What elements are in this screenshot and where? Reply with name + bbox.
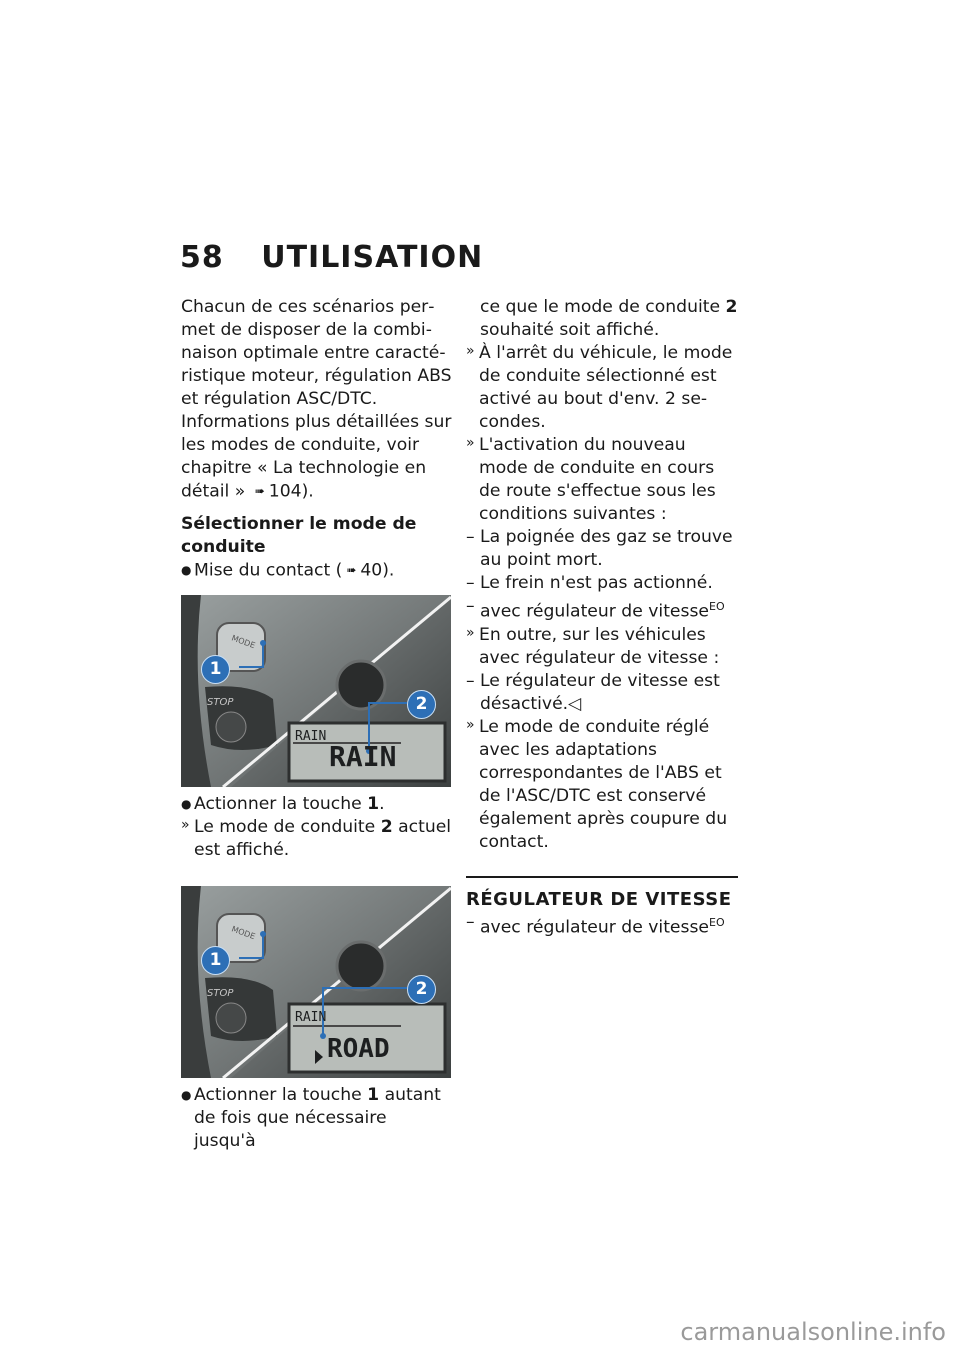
page-header (180, 240, 483, 275)
result-icon: » (466, 624, 475, 641)
ref-number: 1 (367, 794, 380, 814)
figure-handlebar-road (181, 886, 451, 1078)
result-icon: » (466, 343, 475, 359)
result-text: En outre, sur les véhicules avec régulateur de vitesse : (479, 624, 720, 668)
condition-text: Le frein n'est pas actionné. (480, 573, 713, 593)
handlebar-switch-image (181, 595, 451, 787)
svg-text:MODE: MODE (230, 924, 257, 942)
ref-number: 2 (380, 817, 393, 837)
dash-icon: – (466, 911, 475, 932)
result-text: L'activation du nouveau mode de conduite en cours de route s'effectue sous les conditions suivantes : (479, 435, 716, 524)
result-icon: » (181, 817, 190, 833)
result-text: Le mode de conduite réglé avec les adaptations correspondantes de l'ABS et de l'ASC/DTC est conservé également après coupure du contact. (479, 716, 728, 852)
ref-number: 2 (725, 297, 738, 317)
result-item (466, 716, 738, 854)
continued-text (466, 296, 738, 342)
intro-text: Chacun de ces scénarios permet de disposer de la combinaison optimale entre caractéristique moteur, régulation ABS et régulation ASC/DTC. Informations plus détaillées sur les modes de conduite, voir chapitre « La technologie en détail » (181, 297, 452, 502)
step-item (181, 1084, 453, 1153)
page-number: 58 (180, 240, 224, 275)
lcd-mode-big: ROAD (327, 1034, 390, 1064)
result-text: À l'arrêt du véhicule, le mode de conduite sélectionné est activé au bout d'env. 2 secondes. (479, 343, 733, 432)
result-item (466, 342, 738, 434)
dash-icon: – (466, 573, 475, 593)
condition-item (466, 572, 738, 595)
page-ref-icon: ➠ (254, 484, 265, 498)
lcd-mode-small: RAIN (295, 729, 327, 744)
section-title: Sélectionner le mode de conduite (181, 513, 417, 557)
condition-item (466, 670, 738, 716)
result-icon: » (466, 435, 475, 451)
step-ref: 40). (360, 560, 395, 580)
condition-text: avec régulateur de vitesse (480, 601, 709, 622)
result-item (466, 434, 738, 526)
continued-text-start: ce que le mode de conduite (480, 297, 726, 317)
step-item (181, 793, 453, 816)
left-column (181, 296, 453, 1153)
result-icon: » (466, 716, 475, 733)
result-text-end: actuel est affiché. (194, 817, 452, 860)
step-text: Actionner la touche (194, 1085, 368, 1105)
watermark: carmanualsonline.info (680, 1318, 946, 1346)
condition-text: Le régulateur de vitesse est désactivé. (480, 670, 720, 714)
dash-icon: – (466, 596, 475, 616)
callout-1: 1 (201, 946, 230, 975)
condition-text: La poignée des gaz se trouve au point mort. (480, 527, 733, 570)
bullet-icon: ● (181, 1088, 192, 1102)
page-ref-icon: ➠ (346, 562, 357, 577)
page-title: UTILISATION (261, 240, 484, 275)
intro-ref: 104). (268, 481, 314, 502)
step-text: Mise du contact ( (194, 560, 343, 580)
condition-item (466, 911, 738, 940)
step-text-end: . (379, 794, 385, 814)
callout-2: 2 (407, 975, 436, 1004)
option-superscript: EO (709, 915, 725, 929)
lcd-mode-big: RAIN (329, 740, 397, 773)
step-item (181, 559, 453, 583)
result-item (466, 624, 738, 670)
ref-number: 1 (367, 1085, 380, 1105)
svg-text:STOP: STOP (207, 988, 234, 999)
section-divider (466, 876, 738, 878)
dash-icon: – (466, 670, 475, 691)
continued-text-end: souhaité soit affiché. (480, 320, 660, 340)
svg-text:MODE: MODE (230, 633, 257, 651)
right-column (466, 296, 738, 939)
callout-1: 1 (201, 655, 230, 684)
callout-2: 2 (407, 690, 436, 719)
step-text: Actionner la touche (194, 794, 368, 814)
bullet-icon: ● (181, 562, 192, 577)
lcd-mode-small: RAIN (295, 1010, 327, 1025)
option-superscript: EO (709, 600, 725, 613)
svg-text:STOP: STOP (207, 697, 234, 708)
intro-paragraph (181, 296, 453, 504)
condition-item (466, 595, 738, 624)
bullet-icon: ● (181, 797, 192, 811)
section-heading: RÉGULATEUR DE VITESSE (466, 888, 732, 910)
dash-icon: – (466, 527, 475, 547)
figure-handlebar-rain (181, 595, 451, 787)
condition-text: avec régulateur de vitesse (480, 917, 709, 938)
result-item (181, 816, 453, 862)
step-text-end: autant de fois que nécessaire jusqu'à (194, 1085, 441, 1151)
result-text: Le mode de conduite (194, 817, 381, 837)
condition-item (466, 526, 738, 572)
end-mark-icon: ◁ (568, 693, 582, 714)
